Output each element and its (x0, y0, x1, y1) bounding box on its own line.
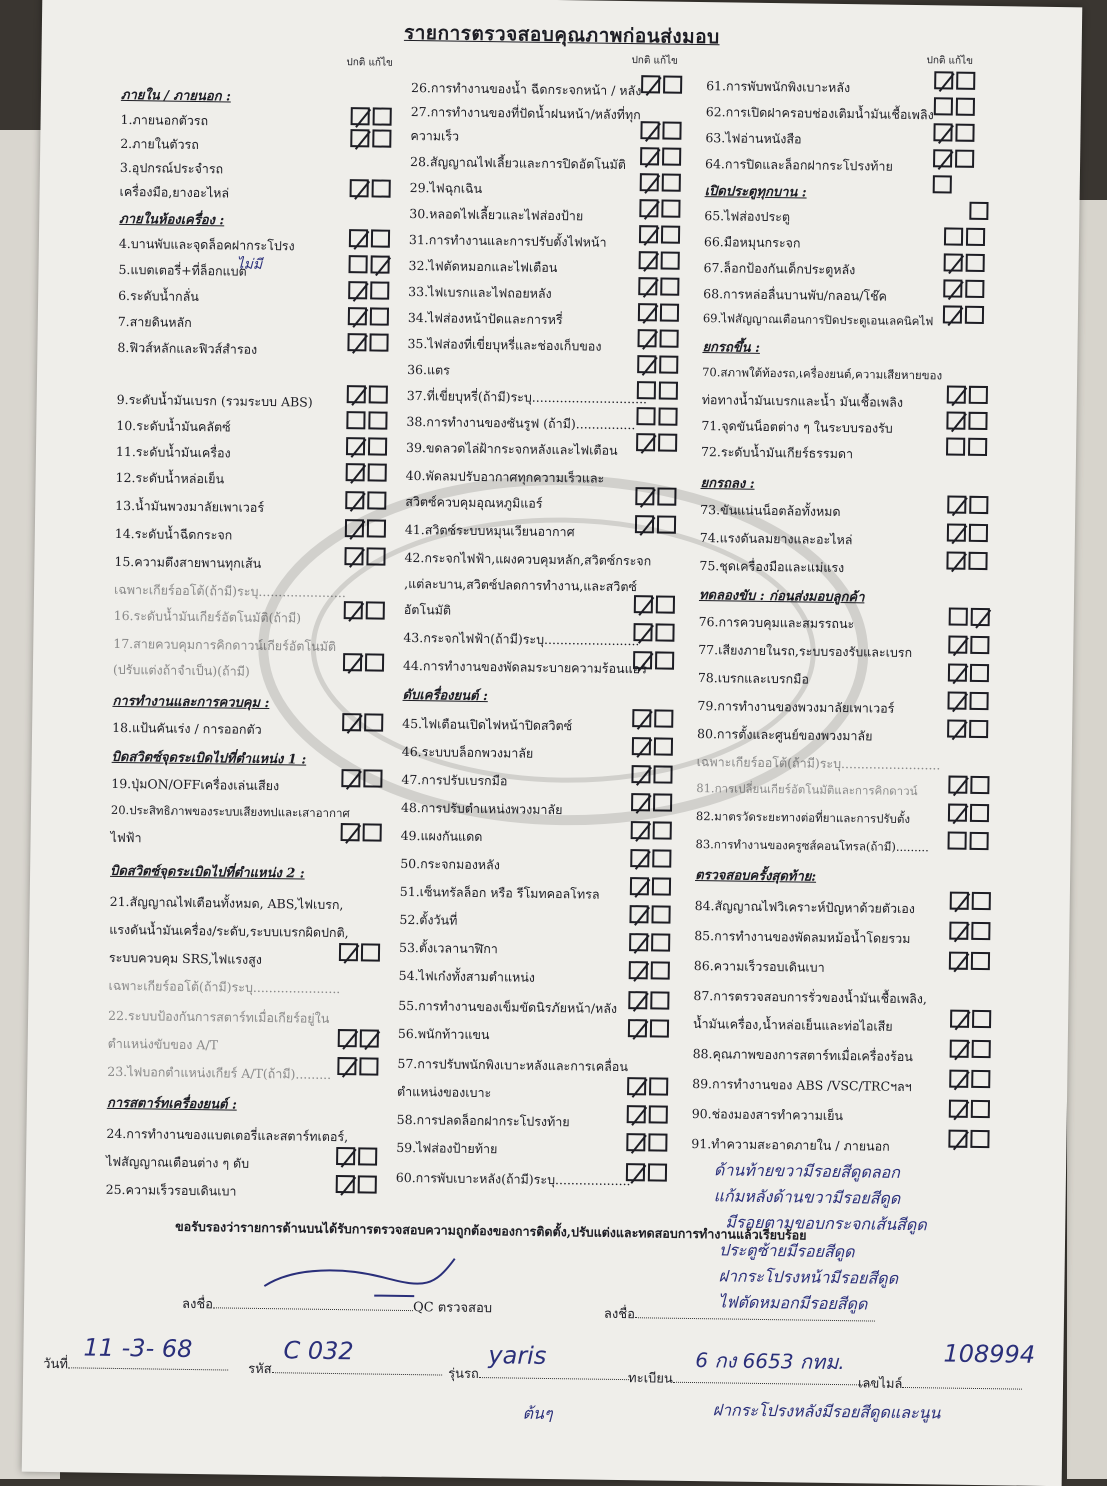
sign-label-2: ลงชื่อ (603, 1306, 636, 1323)
checkbox-68[interactable] (943, 279, 989, 300)
checkbox-59[interactable] (626, 1133, 672, 1154)
item-24: 24.การทำงานของแบตเตอรี่และสตาร์ทเตอร์, (106, 1125, 349, 1145)
item-72: 72.ระดับน้ำมันเกียร์ธรรมดา (700, 444, 854, 462)
checkbox-61[interactable] (934, 71, 980, 92)
checkbox-74[interactable] (947, 523, 993, 544)
note-5: ฝากระโปรงหน้ามีรอยสีดูด (718, 1266, 899, 1288)
item-26: 26.การทำงานของน้ำ ฉีดกระจกหน้า / หลัง (410, 79, 642, 99)
item-51: 51.เซ็นทรัลล็อก หรือ รีโมทคอลโทรล (399, 883, 600, 902)
item-42c: อัตโนมัติ (403, 601, 452, 618)
checkbox-46[interactable] (632, 737, 678, 758)
item-90: 90.ช่องมองสารทำความเย็น (691, 1105, 844, 1124)
section-inside-outside: ภายใน / ภายนอก : (120, 87, 231, 105)
reg-label: ทะเบียน (627, 1371, 673, 1387)
item-2: 2.ภายในตัวรถ (120, 135, 199, 153)
item-42: 42.กระจกไฟฟ้า,แผงควบคุมหลัก,สวิตซ์กระจก (404, 549, 652, 569)
checkbox-17[interactable] (343, 653, 389, 674)
item-40b: สวิตซ์ควบคุมอุณหภูมิแอร์ (405, 493, 543, 511)
checkbox-54[interactable] (629, 961, 675, 982)
section-lower-car: ยกรถลง : (700, 476, 755, 492)
item-20: 20.ประสิทธิภาพของระบบเสียงทปและเสาอากาศ (110, 802, 350, 821)
item-57: 57.การปรับพนักพิงเบาะหลังและการเคลื่อน (397, 1055, 629, 1075)
item-3b: เครื่องมือ,ยางอะไหล่ (119, 183, 230, 201)
item-58: 58.การปลดล็อกฝากระโปรงท้าย (396, 1111, 570, 1130)
checkbox-37[interactable] (637, 381, 683, 402)
item-9: 9.ระดับน้ำมันเบรก (รวมระบบ ABS) (116, 391, 313, 410)
checkbox-28[interactable] (640, 147, 686, 168)
date-label: วันที่ (43, 1356, 69, 1373)
item-13: 13.น้ำมันพวงมาลัยเพาเวอร์ (115, 497, 265, 515)
checkbox-75[interactable] (946, 551, 992, 572)
item-79: 79.การทำงานของพวงมาลัยเพาเวอร์ (697, 698, 895, 716)
model-label: รุ่นรถ (448, 1366, 479, 1383)
item-4: 4.บานพับและจุดล็อคฝากระโปรง (118, 235, 295, 254)
checkbox-90[interactable] (949, 1100, 995, 1121)
checkbox-78[interactable] (948, 664, 994, 685)
item-18: 18.แป้นคันเร่ง / การออกตัว (112, 719, 262, 737)
checkbox-23[interactable] (337, 1057, 383, 1078)
item-30: 30.หลอดไฟเลี้ยวและไฟส่องป้าย (409, 205, 584, 224)
item-5: 5.แบตเตอรี่+ที่ล็อกแบต (118, 261, 247, 279)
checkbox-25[interactable] (336, 1175, 382, 1196)
item-6: 6.ระดับน้ำกลั่น (118, 287, 200, 305)
item-60: 60.การพับเบาะหลัง(ถ้ามี)ระบุ................... (395, 1169, 631, 1189)
item-10: 10.ระดับน้ำมันคลัตซ์ (116, 417, 231, 435)
checkbox-57[interactable] (627, 1077, 673, 1098)
checkbox-14[interactable] (345, 519, 391, 540)
item-70b: ท่อทางน้ำมันเบรกและน้ำ มันเชื้อเพลิง (701, 392, 904, 410)
item-8: 8.ฟิวส์หลักและฟิวส์สำรอง (117, 339, 258, 357)
checkbox-18[interactable] (342, 713, 388, 734)
item-54: 54.ไฟเก๋งทั้งสามตำแหน่ง (398, 967, 536, 985)
checkbox-53[interactable] (629, 933, 675, 954)
checkbox-1[interactable] (351, 107, 397, 128)
item-42b: ,แต่ละบาน,สวิตซ์ปลดการทำงาน,และสวิตซ์ (404, 575, 638, 595)
item-48: 48.การปรับตำแหน่งพวงมาลัย (400, 799, 563, 818)
item-49: 49.แผงกันแดด (400, 827, 483, 845)
checkbox-71[interactable] (946, 411, 992, 432)
item-80b: เฉพาะเกียร์ออโต้(ถ้ามี)ระบุ......................... (696, 754, 941, 773)
item-17: 17.สายควบคุมการคิกดาวน์เกียร์อัตโนมัติ (113, 635, 337, 654)
checkbox-31[interactable] (639, 225, 685, 246)
section-engine-off: ดับเครื่องยนต์ : (402, 687, 488, 705)
item-35: 35.ไฟส่องที่เขี่ยบุหรี่และช่องเก็บของ (407, 335, 602, 354)
checkbox-42[interactable] (634, 595, 680, 616)
item-25: 25.ความเร็วรอบเดินเบา (105, 1181, 237, 1199)
checkbox-55[interactable] (628, 991, 674, 1012)
checkbox-7[interactable] (348, 307, 394, 328)
checkbox-76[interactable] (949, 608, 995, 629)
checkbox-69[interactable] (943, 305, 989, 326)
checkbox-89[interactable] (949, 1070, 995, 1091)
item-34: 34.ไฟส่องหน้าปัดและการหรี่ (407, 309, 563, 328)
item-52: 52.ตั้งวันที่ (399, 911, 458, 928)
item-82: 82.มาตรวัดระยะทางต่อที่ยาและการปรับตั้ง (695, 809, 911, 827)
checkbox-81[interactable] (948, 776, 994, 797)
checkbox-9[interactable] (347, 385, 393, 406)
page-title: รายการตรวจสอบคุณภาพก่อนส่งมอบ (403, 21, 720, 49)
item-39: 39.ขดลวดไล่ฝ้ากระจกหลังและไฟเตือน (405, 439, 618, 458)
item-22b: ตำแหน่งขับของ A/T (107, 1035, 219, 1053)
item-74: 74.แรงดันลมยางและอะไหล่ (699, 530, 853, 548)
checkbox-5[interactable] (348, 255, 394, 276)
checkbox-27[interactable] (640, 121, 686, 142)
note-3: มีรอยตามขอบกระจกเส้นสีดูด (725, 1212, 927, 1235)
item-68: 68.การหล่อลื่นบานพับ/กลอน/โช๊ค (703, 286, 888, 304)
checkbox-72[interactable] (946, 437, 992, 458)
item-85: 85.การทำงานของพัดลมหม้อน้ำโดยรวม (694, 928, 911, 947)
section-ign-pos1: บิดสวิตซ์จุดระเบิดไปที่ตำแหน่ง 1 : (111, 749, 307, 768)
checkbox-87[interactable] (950, 1010, 996, 1031)
checkbox-36[interactable] (637, 355, 683, 376)
checkbox-85[interactable] (949, 922, 995, 943)
item-81: 81.การเปลี่ยนเกียร์อัตโนมัติและการคิกดาวน์ (696, 781, 918, 799)
note-1: ด้านท้ายขวามีรอยสีดูดลอก (713, 1160, 901, 1182)
item-73: 73.ขันแน่นน็อตล้อทั้งหมด (700, 502, 841, 520)
item-41: 41.สวิตซ์ระบบหมุนเวียนอากาศ (404, 521, 575, 540)
item-33: 33.ไฟเบรกและไฟถอยหลัง (408, 283, 552, 301)
item-27b: ความเร็ว (410, 127, 460, 144)
item-17b: (ปรับแต่งถ้าจำเป็น)(ถ้ามี) (112, 661, 250, 679)
item-88: 88.คุณภาพของการสตาร์ทเมื่อเครื่องร้อน (692, 1045, 913, 1065)
section-ign-pos2: บิดสวิตซ์จุดระเบิดไปที่ตำแหน่ง 2 : (110, 863, 305, 882)
sign-label-1: ลงชื่อ (181, 1296, 214, 1313)
item-45: 45.ไฟเตือนเปิดไฟหน้าปิดสวิตซ์ (402, 715, 573, 734)
item-11: 11.ระดับน้ำมันเครื่อง (115, 443, 231, 461)
item-21d: เฉพาะเกียร์ออโต้(ถ้ามี)ระบุ...................... (108, 977, 341, 997)
note-4: ประตูซ้ายมีรอยสีดูด (718, 1240, 855, 1262)
item-28: 28.สัญญาณไฟเลี้ยวและการปิดอัตโนมัติ (409, 153, 627, 172)
reg-value: 6 กง 6653 กทม. (695, 1348, 845, 1375)
item-50: 50.กระจกมองหลัง (400, 855, 500, 873)
item-77: 77.เสียงภายในรถ,ระบบรองรับและเบรก (698, 642, 913, 661)
item-56: 56.พนักท้าวแขน (397, 1025, 490, 1043)
checkbox-47[interactable] (631, 765, 677, 786)
checkbox-16[interactable] (344, 601, 390, 622)
mileage-value: 108994 (943, 1339, 1036, 1369)
checkbox-49[interactable] (631, 821, 677, 842)
checkbox-21[interactable] (339, 943, 385, 964)
checkbox-22[interactable] (338, 1029, 384, 1050)
item-46: 46.ระบบบล็อกพวงมาลัย (401, 743, 534, 761)
col-header-3: ปกติ แก้ไข (926, 55, 974, 67)
item-23: 23.ไฟบอกตำแหน่งเกียร์ A/T(ถ้ามี)......... (107, 1063, 332, 1082)
checkbox-83[interactable] (947, 832, 993, 853)
note-2: แก้มหลังด้านขวามีรอยสีดูด (713, 1186, 901, 1208)
col-header-2: ปกติ แก้ไข (631, 55, 679, 67)
item-20b: ไฟฟ้า (110, 829, 142, 846)
checkbox-58[interactable] (627, 1105, 673, 1126)
checkbox-82[interactable] (948, 804, 994, 825)
checkbox-33[interactable] (638, 277, 684, 298)
item-62: 62.การเปิดฝาครอบช่องเติมน้ำมันเชื้อเพลิง (705, 104, 934, 123)
item-27: 27.การทำงานของที่ปัดน้ำฝนหน้า/หลังที่ทุก (410, 103, 641, 123)
item-40: 40.พัดลมปรับอากาศทุกความเร็วและ (405, 467, 605, 486)
checkbox-13[interactable] (345, 491, 391, 512)
checkbox-65[interactable] (947, 201, 993, 222)
item-47: 47.การปรับเบรกมือ (401, 771, 508, 789)
checkbox-60[interactable] (626, 1163, 672, 1184)
checkbox-11[interactable] (346, 437, 392, 458)
item-38: 38.การทำงานของซันรูฟ (ถ้ามี)............... (406, 413, 636, 433)
item-66: 66.มือหมุนกระจก (703, 234, 801, 251)
item-70: 70.สภาพใต้ท้องรถ,เครื่องยนต์,ความเสียหายของ (702, 365, 943, 383)
code-label: รหัส (248, 1361, 272, 1378)
mileage-field (858, 1372, 1023, 1395)
section-start-engine: การสตาร์ทเครื่องยนต์ : (106, 1095, 237, 1113)
checkbox-73[interactable] (947, 495, 993, 516)
date-value: 11 -3- 68 (83, 1333, 193, 1364)
section-test-drive: ทดลองขับ : ก่อนส่งมอบลูกค้า (698, 588, 865, 606)
item-16: 16.ระดับน้ำมันเกียร์อัตโนมัติ(ถ้ามี) (113, 607, 302, 626)
item-19: 19.ปุ่มON/OFFเครื่องเล่นเสียง (111, 775, 280, 794)
item-15: 15.ความตึงสายพานทุกเส้น (114, 553, 262, 571)
checkbox-15[interactable] (344, 547, 390, 568)
checkbox-70[interactable] (947, 385, 993, 406)
checkbox-29[interactable] (640, 173, 686, 194)
checkbox-43[interactable] (633, 623, 679, 644)
checkbox-44[interactable] (633, 651, 679, 672)
item-83: 83.การทำงานของครูซส์คอนโทรล(ถ้ามี)......... (695, 837, 929, 855)
checkbox-50[interactable] (630, 849, 676, 870)
section-operation-control: การทำงานและการควบคุม : (112, 693, 270, 712)
item-57b: ตำแหน่งของเบาะ (396, 1083, 492, 1101)
item-87b: น้ำมันเครื่อง,น้ำหล่อเย็นและท่อไอเสีย (692, 1015, 893, 1034)
checkbox-30[interactable] (639, 199, 685, 220)
item-71: 71.จุดขันน็อตต่าง ๆ ในระบบรองรับ (701, 418, 893, 436)
checkbox-40[interactable] (635, 487, 681, 508)
item-86: 86.ความเร็วรอบเดินเบา (693, 958, 825, 975)
checkbox-88[interactable] (950, 1040, 996, 1061)
checkbox-6[interactable] (348, 281, 394, 302)
item-32: 32.ไฟตัดหมอกและไฟเตือน (408, 257, 558, 276)
item-14: 14.ระดับน้ำฉีดกระจก (114, 525, 233, 543)
item-67: 67.ล็อกป้องกันเด็กประตูหลัง (703, 260, 856, 278)
checkbox-26[interactable] (641, 75, 687, 96)
item-29: 29.ไฟฉุกเฉิน (409, 179, 483, 196)
checkbox-32[interactable] (639, 251, 685, 272)
section-lift-car: ยกรถขึ้น : (702, 340, 761, 356)
checkbox-80[interactable] (947, 720, 993, 741)
item-44: 44.การทำงานของพัดลมระบายความร้อนแอร์ (402, 657, 648, 677)
section-open-doors: เปิดประตูทุกบาน : (704, 184, 807, 201)
item-21: 21.สัญญาณไฟเตือนทั้งหมด, ABS,ไฟเบรก, (109, 893, 344, 913)
checkbox-62[interactable] (934, 97, 980, 118)
item-65: 65.ไฟส่องประตู (704, 208, 791, 225)
item-61: 61.การพับพนักพิงเบาะหลัง (706, 78, 851, 96)
sign-line-2 (604, 1303, 875, 1328)
checkbox-52[interactable] (629, 905, 675, 926)
checkbox-79[interactable] (947, 692, 993, 713)
checkbox-20[interactable] (341, 823, 387, 844)
item-15b: เฉพาะเกียร์ออโต้(ถ้ามี)ระบุ...................... (113, 581, 346, 601)
checklist-sheet (22, 0, 1083, 1486)
item-53: 53.ตั้งเวลานาฬิกา (398, 939, 498, 957)
checkbox-77[interactable] (948, 636, 994, 657)
item-76: 76.การควบคุมและสมรรถนะ (698, 614, 855, 632)
checkbox-34[interactable] (638, 303, 684, 324)
checkbox-38[interactable] (636, 407, 682, 428)
item-91: 91.ทำความสะอาดภายใน / ภายนอก (691, 1135, 890, 1154)
item-36: 36.แตร (407, 361, 451, 378)
mileage-label: เลขไมล์ (857, 1376, 903, 1392)
item-78: 78.เบรกและเบรกมือ (697, 670, 810, 687)
certification-text: ขอรับรองว่ารายการด้านบนได้รับการตรวจสอบความถูกต้องของการติดตั้ง,ปรับแต่งและทดสอบการทำงานแล้วเรียบร้อย (175, 1218, 807, 1243)
item-21c: ระบบควบคุม SRS,ไฟแรงสูง (108, 949, 263, 967)
item-31: 31.การทำงานและการปรับตั้งไฟหน้า (408, 231, 607, 250)
checkbox-41[interactable] (635, 515, 681, 536)
checkbox-doors[interactable] (933, 175, 979, 196)
col-header-1: ปกติ แก้ไข (346, 57, 393, 69)
checkbox-64[interactable] (933, 149, 979, 170)
item-80: 80.การตั้งและศูนย์ของพวงมาลัย (696, 726, 873, 744)
qc-label: QC ตรวจสอบ (412, 1300, 493, 1317)
checkbox-35[interactable] (637, 329, 683, 350)
checkbox-39[interactable] (636, 433, 682, 454)
checkbox-24[interactable] (336, 1147, 382, 1168)
checkbox-56[interactable] (628, 1019, 674, 1040)
item-22: 22.ระบบป้องกันการสตาร์ทเมื่อเกียร์อยู่ใน (108, 1007, 330, 1026)
section-final-check: ตรวจสอบครั้งสุดท้าย: (695, 868, 817, 885)
note-6: ไฟตัดหมอกมีรอยสีดูด (718, 1292, 868, 1314)
checkbox-19[interactable] (341, 769, 387, 790)
item-87: 87.การตรวจสอบการรั่วของน้ำมันเชื้อเพลิง, (693, 988, 928, 1007)
qc-signature (254, 1246, 475, 1309)
item-12: 12.ระดับน้ำหล่อเย็น (115, 469, 225, 487)
checkbox-66[interactable] (944, 227, 990, 248)
item-3: 3.อุปกรณ์ประจำรถ (119, 159, 224, 177)
item-89: 89.การทำงานของ ABS /VSC/TRCฯลฯ (692, 1075, 912, 1095)
checkbox-10[interactable] (346, 411, 392, 432)
checkbox-45[interactable] (632, 709, 678, 730)
check-left-note: ต้นๆ (522, 1403, 553, 1424)
item-59: 59.ไฟส่องป้ายท้าย (396, 1139, 498, 1157)
item-63: 63.ไฟอ่านหนังสือ (705, 130, 802, 147)
checkbox-51[interactable] (630, 877, 676, 898)
checkbox-86[interactable] (949, 952, 995, 973)
item-1: 1.ภายนอกตัวรถ (120, 111, 209, 129)
item-7: 7.สายดินหลัก (117, 313, 192, 330)
checkbox-84[interactable] (950, 892, 996, 913)
section-engine-room: ภายในห้องเครื่อง : (119, 211, 225, 229)
checkbox-63[interactable] (933, 123, 979, 144)
checkbox-4[interactable] (349, 229, 395, 250)
checkbox-12[interactable] (346, 463, 392, 484)
item-24b: ไฟสัญญาณเตือนต่าง ๆ ดับ (105, 1153, 250, 1171)
model-value: yaris (488, 1341, 547, 1370)
item-64: 64.การปิดและล็อกฝากระโปรงท้าย (704, 156, 893, 174)
checkbox-8[interactable] (347, 333, 393, 354)
handwritten-item-5: ไม่มี (236, 256, 263, 273)
item-69: 69.ไฟสัญญาณเตือนการปิดประตูเอนเลคนิคไฟ (702, 311, 934, 329)
item-37: 37.ที่เขี่ยบุหรี่(ถ้ามี)ระบุ............................. (406, 387, 648, 407)
note-7: ฝากระโปรงหลังมีรอยสีดูดและนูน (712, 1400, 941, 1423)
checkbox-67[interactable] (944, 253, 990, 274)
checkbox-91[interactable] (948, 1130, 994, 1151)
checkbox-48[interactable] (631, 793, 677, 814)
item-55: 55.การทำงานของเข็มขัดนิรภัยหน้า/หลัง (398, 997, 618, 1016)
item-75: 75.ชุดเครื่องมือและแม่แรง (699, 558, 845, 576)
item-84: 84.สัญญาณไฟวิเคราะห์ปัญหาด้วยตัวเอง (694, 898, 916, 917)
code-value: C 032 (283, 1336, 354, 1366)
checkbox-3[interactable] (350, 179, 396, 200)
item-43: 43.กระจกไฟฟ้า(ถ้ามี)ระบุ........................ (403, 629, 640, 649)
item-21b: แรงดันน้ำมันเครื่อง/ระดับ,ระบบเบรกผิดปกติ, (109, 921, 349, 941)
checkbox-2[interactable] (350, 129, 396, 150)
